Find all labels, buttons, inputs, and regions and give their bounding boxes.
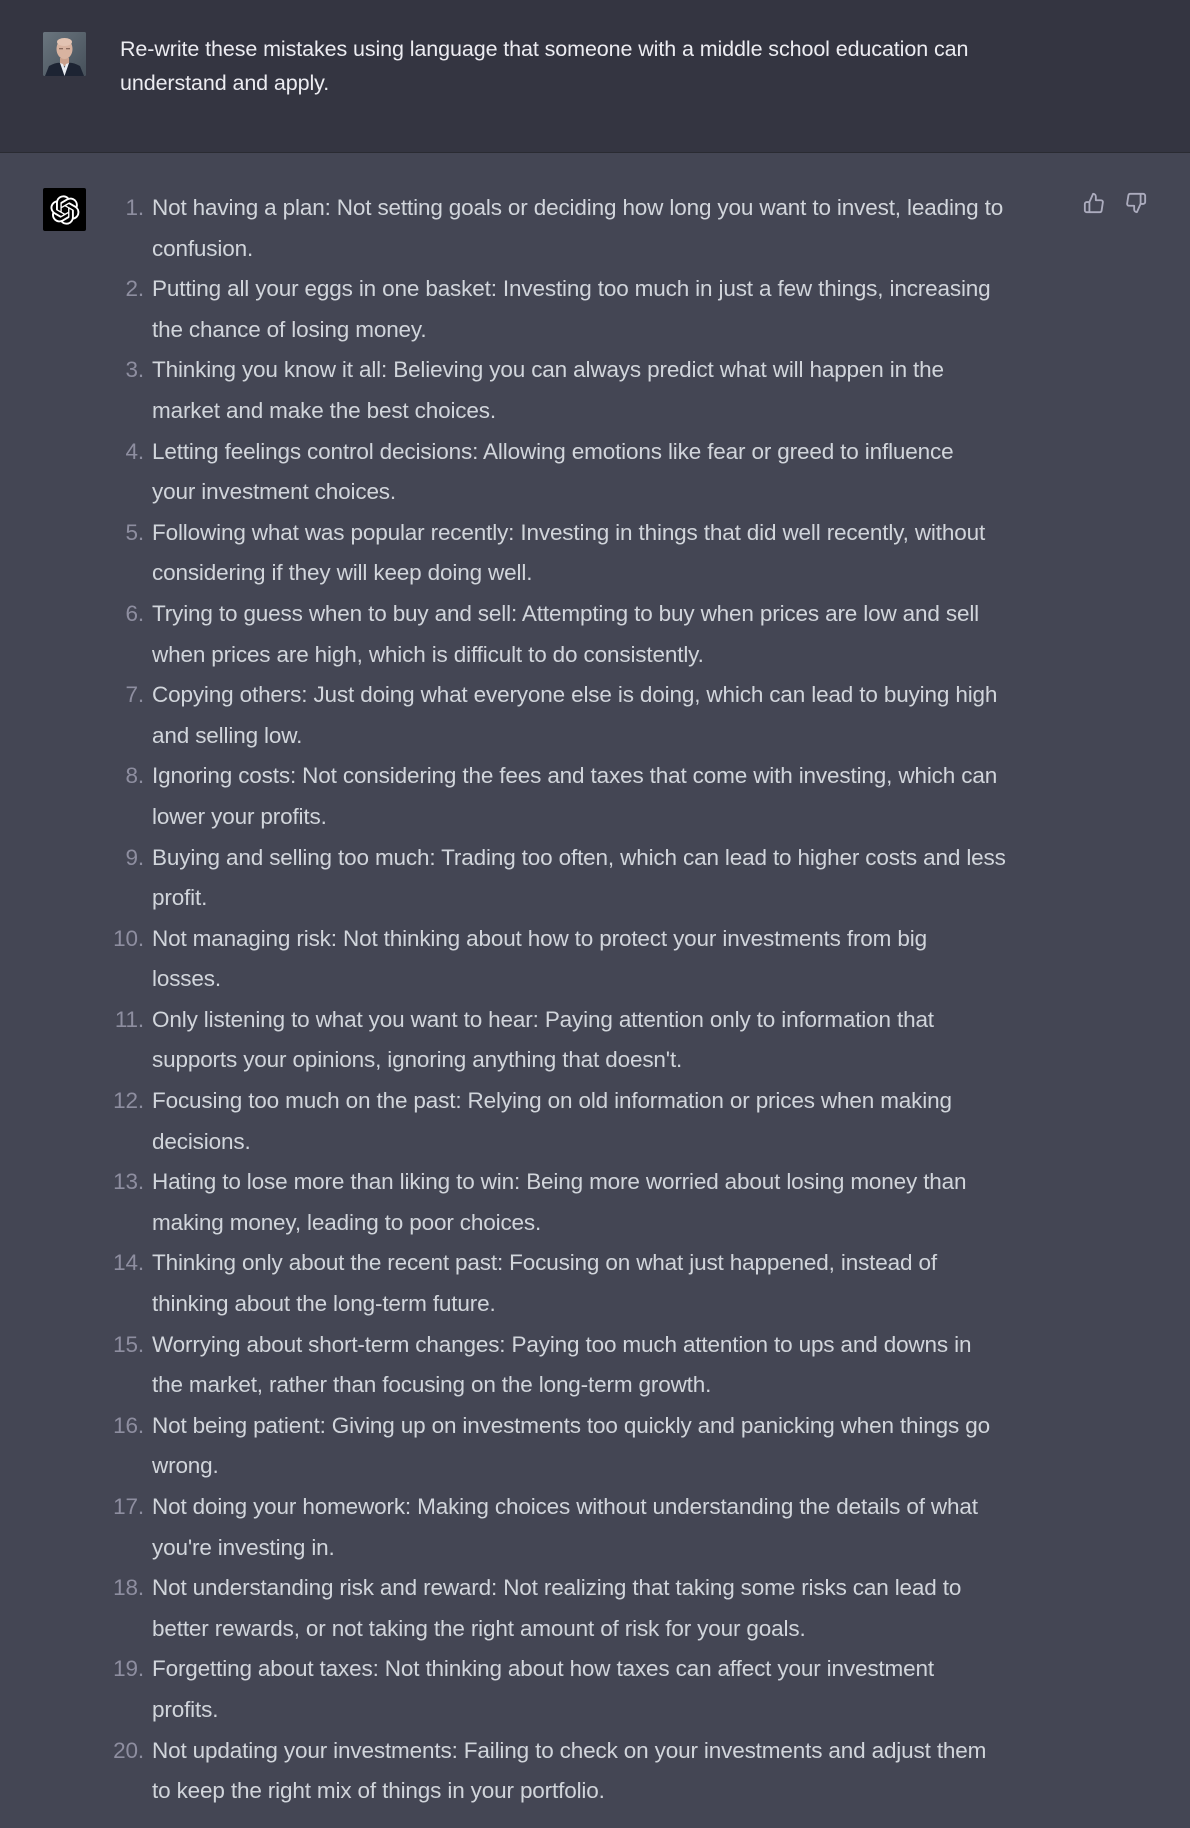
- list-item-line: Not managing risk: Not thinking about how to protect your investments from big: [152, 925, 927, 951]
- user-message-line: Re-write these mistakes using language that someone with a middle school education can: [120, 37, 969, 61]
- list-item: [0, 1243, 1080, 1324]
- user-message-row: [0, 0, 1190, 153]
- list-item-line: supports your opinions, ignoring anything that doesn't.: [152, 1047, 683, 1073]
- list-item-line: Not doing your homework: Making choices without understanding the details of what: [152, 1494, 978, 1519]
- list-item: [0, 919, 1080, 1000]
- list-item-line: Not having a plan: Not setting goals or deciding how long you want to invest, leading to: [152, 195, 1004, 220]
- list-number: 3.: [125, 357, 144, 383]
- list-item-line: when prices are high, which is difficult to do consistently.: [152, 641, 704, 667]
- user-photo-avatar-icon: [43, 32, 86, 76]
- list-item: [0, 188, 1080, 269]
- list-number: 13.: [113, 1169, 144, 1195]
- list-item-line: considering if they will keep doing well.: [152, 560, 533, 586]
- list-item: [0, 838, 1080, 919]
- list-item: [0, 1649, 1080, 1730]
- list-number: 11.: [114, 1006, 144, 1032]
- list-item-line: Letting feelings control decisions: Allowing emotions like fear or greed to influence: [152, 438, 954, 464]
- list-item-line: Trying to guess when to buy and sell: Attempting to buy when prices are low and sell: [152, 600, 980, 626]
- list-item-line: losses.: [152, 966, 221, 992]
- list-item-line: decisions.: [152, 1128, 251, 1154]
- list-item-line: Focusing too much on the past: Relying on old information or prices when making: [152, 1088, 952, 1114]
- list-item-line: Thinking only about the recent past: Focusing on what just happened, instead of: [152, 1250, 937, 1276]
- list-number: 15.: [113, 1331, 144, 1357]
- list-item: [0, 269, 1080, 350]
- list-item: [0, 675, 1080, 756]
- list-item-line: lower your profits.: [152, 803, 327, 829]
- list-item: [0, 513, 1080, 594]
- user-message-text: [120, 32, 1080, 100]
- list-item-line: confusion.: [152, 235, 254, 261]
- list-item-line: Copying others: Just doing what everyone else is doing, which can lead to buying high: [152, 682, 998, 708]
- list-number: 2.: [125, 276, 144, 302]
- list-item-line: Buying and selling too much: Trading too often, which can lead to higher costs and less: [152, 844, 1006, 870]
- list-item-line: Putting all your eggs in one basket: Investing too much in just a few things, increasing: [152, 276, 991, 302]
- list-item-line: your investment choices.: [152, 479, 397, 505]
- list-number: 5.: [125, 519, 144, 545]
- list-item: [0, 594, 1080, 675]
- list-item-line: the chance of losing money.: [152, 316, 427, 342]
- list-item-line: Only listening to what you want to hear: Paying attention only to information that: [152, 1006, 934, 1032]
- list-item-line: Forgetting about taxes: Not thinking about how taxes can affect your investment: [152, 1656, 934, 1682]
- list-item-line: Thinking you know it all: Believing you can always predict what will happen in the: [152, 357, 944, 383]
- list-item-line: market and make the best choices.: [152, 397, 496, 423]
- list-number: 17.: [113, 1494, 144, 1519]
- list-item: [0, 1325, 1080, 1406]
- assistant-message-row: [0, 153, 1190, 1828]
- list-item: [0, 1406, 1080, 1487]
- list-number: 18.: [113, 1575, 144, 1601]
- list-number: 1.: [125, 195, 144, 220]
- user-message-line: understand and apply.: [120, 71, 330, 95]
- list-item-line: and selling low.: [152, 722, 303, 748]
- list-item: [0, 1568, 1080, 1649]
- list-item-line: making money, leading to poor choices.: [152, 1209, 542, 1235]
- list-item-line: Ignoring costs: Not considering the fees and taxes that come with investing, which can: [152, 763, 998, 789]
- list-item-line: better rewards, or not taking the right amount of risk for your goals.: [152, 1615, 806, 1641]
- list-number: 12.: [113, 1088, 144, 1114]
- list-item-line: wrong.: [152, 1453, 219, 1479]
- list-number: 10.: [113, 925, 144, 951]
- list-item-line: Hating to lose more than liking to win: Being more worried about losing money than: [152, 1169, 967, 1195]
- list-item-line: profit.: [152, 885, 208, 911]
- list-item-line: thinking about the long-term future.: [152, 1291, 496, 1317]
- user-avatar: [43, 32, 86, 76]
- list-item: [0, 1487, 1080, 1568]
- list-item: [0, 1162, 1080, 1243]
- list-number: 8.: [125, 763, 144, 789]
- mistakes-list: [0, 188, 1190, 1812]
- list-number: 20.: [113, 1737, 144, 1763]
- list-number: 19.: [113, 1656, 144, 1682]
- list-item-line: Not understanding risk and reward: Not realizing that taking some risks can lead to: [152, 1575, 962, 1601]
- list-item-line: Worrying about short-term changes: Paying too much attention to ups and downs in: [152, 1331, 972, 1357]
- list-item-line: Not being patient: Giving up on investments too quickly and panicking when things go: [152, 1412, 990, 1438]
- list-number: 6.: [125, 600, 144, 626]
- list-number: 7.: [125, 682, 144, 708]
- list-item-line: Following what was popular recently: Investing in things that did well recently, without: [152, 519, 986, 545]
- list-number: 4.: [125, 438, 144, 464]
- list-item-line: the market, rather than focusing on the long-term growth.: [152, 1372, 712, 1398]
- list-number: 9.: [125, 844, 144, 870]
- list-item: [0, 350, 1080, 431]
- list-number: 16.: [113, 1412, 144, 1438]
- list-item-line: Not updating your investments: Failing to check on your investments and adjust them: [152, 1737, 987, 1763]
- list-item: [0, 1000, 1080, 1081]
- list-item-line: profits.: [152, 1696, 219, 1722]
- list-item: [0, 1081, 1080, 1162]
- list-item: [0, 1731, 1080, 1812]
- list-number: 14.: [113, 1250, 144, 1276]
- list-item-line: you're investing in.: [152, 1534, 335, 1560]
- list-item-line: to keep the right mix of things in your portfolio.: [152, 1778, 605, 1804]
- list-item: [0, 432, 1080, 513]
- list-item: [0, 756, 1080, 837]
